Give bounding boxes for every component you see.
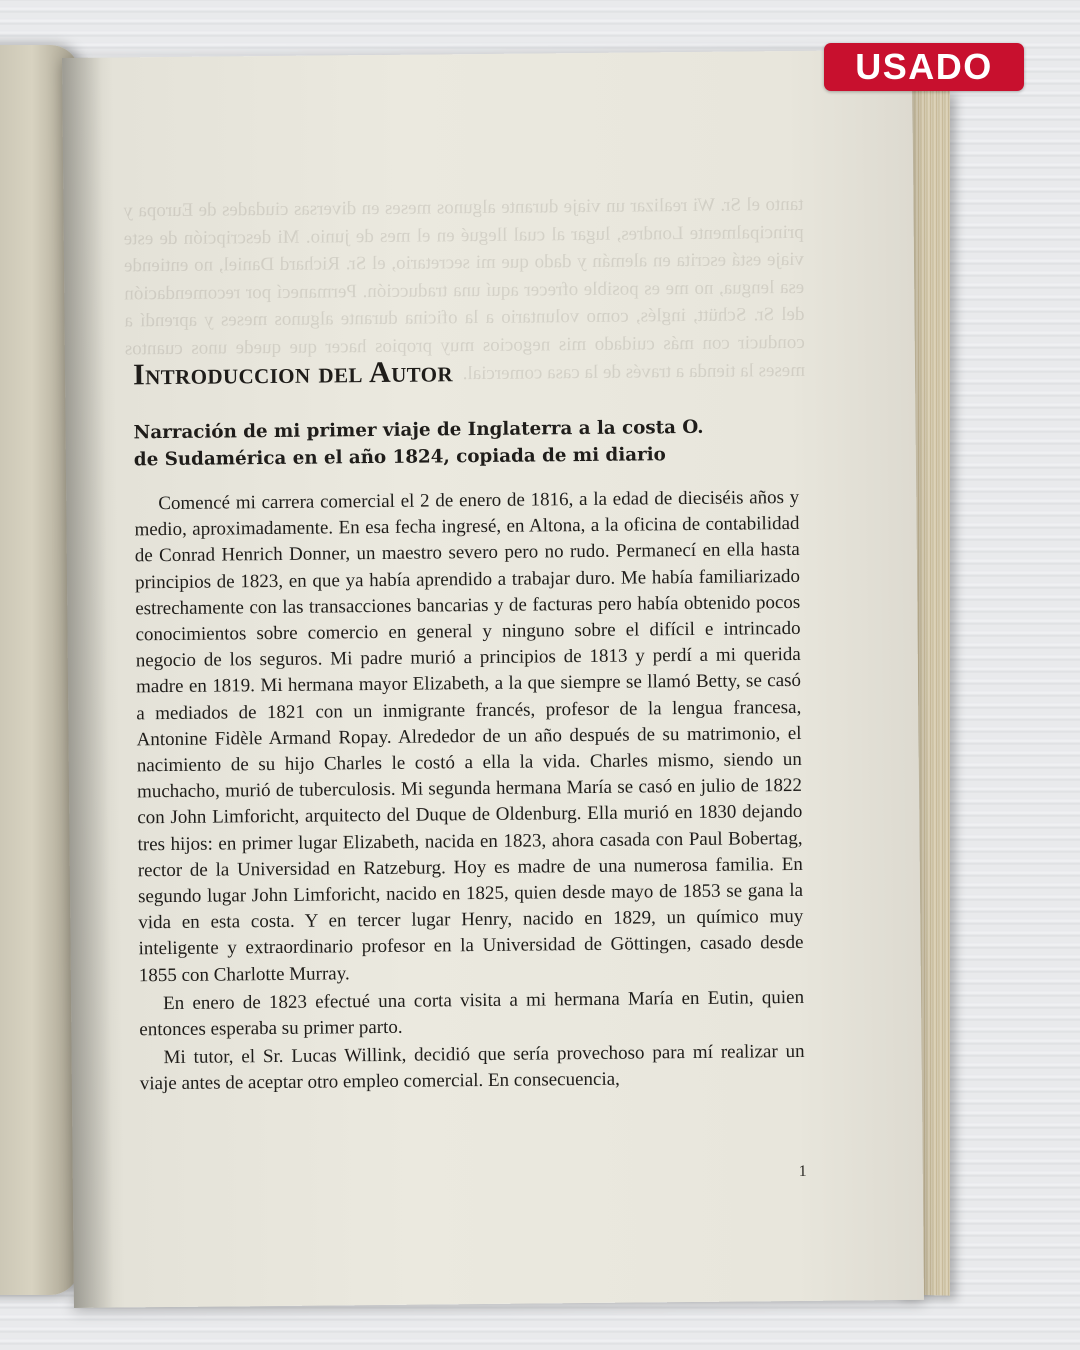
page-number: 1 (798, 1162, 807, 1180)
page-content (133, 351, 805, 1100)
chapter-subtitle (133, 413, 798, 473)
paragraph-3: Mi tutor, el Sr. Lucas Willink, decidió que sería provechoso para mí realizar un viaje antes de aceptar otro empleo comercial. En consecuencia, (139, 1041, 805, 1095)
show-through-text: tanto el Sr. Wi realizar un viaje durante algunos meses en diversas ciudades de Europa y principalmente Londres, lugar al cual llegué en el mes de junio. Mi descripción de este viaje está escrita en alemán y dado que mi secretario, el Sr. Richard Daniel, no entiende esa lengua, no me es posible ofrecer aquí una traducción. Permanecí por recomendación del Sr. Schütt, inglés, como voluntario a la oficina durante algunos meses y aprendí a conducir con más cuidado mis negocios muy propios hacer que quede unos cuantos meses la tienda a través de la casa comercial. (123, 193, 806, 384)
paragraph-2: En enero de 1823 efectué una corta visita a mi hermana María en Eutin, quien entonces esperaba su primer parto. (139, 986, 805, 1041)
paragraph-1: Comencé mi carrera comercial el 2 de enero de 1816, a la edad de dieciséis años y medio, aproximadamente. En esa fecha ingresé, en Altona, a la oficina de contabilidad de Conrad Henrich Donner, un maestro severo pero no rudo. Permanecí en ella hasta principios de 1823, en que ya había aprendido a trabajar duro. Me había familiarizado estrechamente con las transacciones bancarias y de facturas pero había obtenido pocos conocimientos sobre comercio en general y ninguno sobre el difícil e intrincado negocio de los seguros. Mi padre murió a principios de 1813 y perdí a mi querida madre en 1819. Mi hermana mayor Elizabeth, a la que siempre se llamó Betty, se casó a mediados de 1821 con un inmigrante francés, profesor de la lengua francesa, Antonine Fidèle Armand Ropay. Alrededor de un año después de su matrimonio, el nacimiento de su hijo Charles le costó a ella la vida. Charles mismo, siendo un muchacho, murió de tuberculosis. Mi segunda hermana María se casó en julio de 1822 con John Limforicht, arquitecto del Duque de Oldenburg. Ella murió en 1830 dejando tres hijos: en primer lugar Elizabeth, nacida en 1823, ahora casada con Paul Bobertag, rector de la Universidad en Ratzeburg. Hoy es madre de una numerosa familia. En segundo lugar John Limforicht, nacido en 1825, quien desde mayo de 1853 se gana la vida en esta costa. Y en tercer lugar Henry, nacido en 1829, un químico muy inteligente y extraordinario profesor en la Universidad de Göttingen, casado desde 1855 con Charlotte Murray. (134, 486, 804, 986)
subtitle-line-1: Narración de mi primer viaje de Inglaterra a la costa O. (133, 416, 704, 444)
used-badge: USADO (824, 43, 1024, 91)
chapter-title: Introduccion del Autor (132, 355, 454, 392)
book-page (62, 50, 924, 1308)
subtitle-line-2: de Sudamérica en el año 1824, copiada de mi diario (133, 444, 666, 471)
